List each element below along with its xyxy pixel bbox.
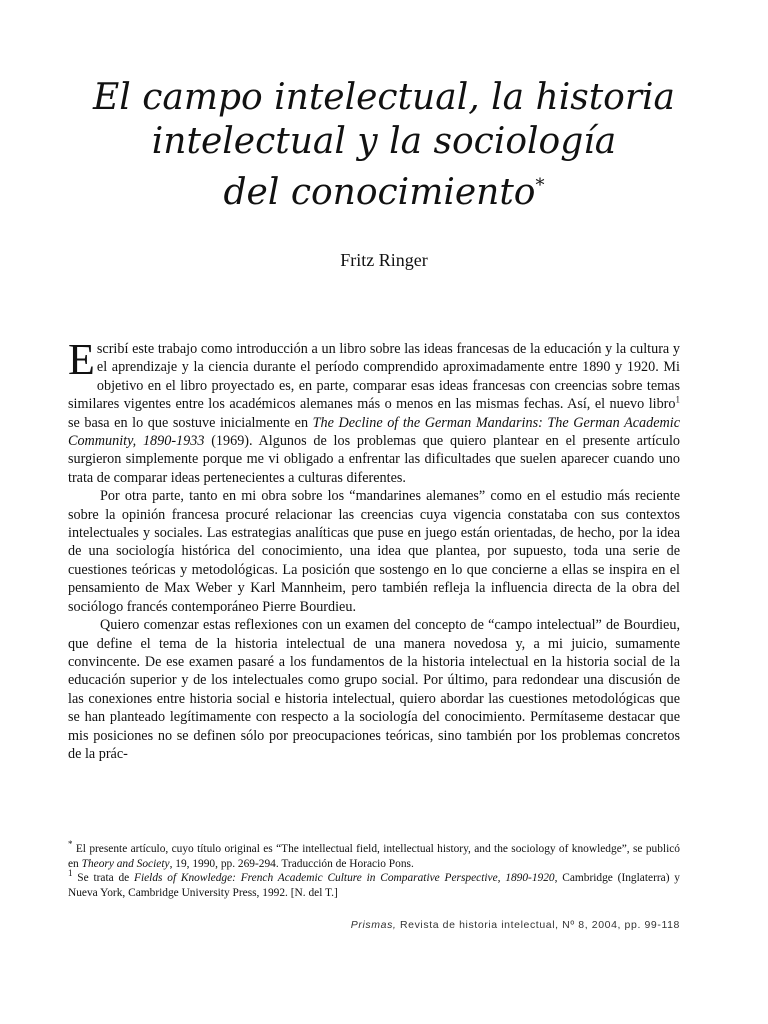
footnote-star-text-b: , 19, 1990, pp. 269-294. Traducción de Horacio Pons. <box>169 857 414 870</box>
paragraph-1 <box>68 335 681 487</box>
paragraph-3: Quiero comenzar estas reflexiones con un examen del concepto de “campo intelectual” de Bourdieu, que define el tema de la historia intelectual de una manera novedosa y, a mi juicio, sumamente convincente. De ese examen pasaré a los fundamentos de la historia intelectual en la historia social de la educación superior y de los intelectuales como grupo social. Por último, para redondear una discusión de las conexiones entre historia social e historia intelectual, quiero abordar las cuestiones metodológicas que se han planteado legítimamente con respecto a la sociología del conocimiento. Permítaseme destacar que mis posiciones no se definen sólo por preocupaciones teóricas, sino también por los problemas concretos de la prác- <box>68 617 680 762</box>
article-body <box>68 335 681 763</box>
footnote-1-text-b: , Cambridge (Inglaterra) y Nueva York, Cambridge University Press, 1992. [N. del T.] <box>68 872 680 899</box>
footnote-star-text-a: El presente artículo, cuyo título original es “The intellectual field, intellectual history, and the sociology of knowledge”, se publicó en <box>68 843 680 870</box>
title-footnote-marker: * <box>535 175 545 196</box>
footnote-star <box>68 839 680 871</box>
journal-name: Prismas, <box>350 919 397 931</box>
footnote-1-text-a: Se trata de <box>72 872 134 884</box>
paragraph-1-text-a: scribí este trabajo como introducción a un libro sobre las ideas francesas de la educación y la cultura y el aprendizaje y la ciencia durante el período comprendido aproximadamente entre 1890 y 1920. Mi objetivo en el libro proyectado es, en parte, comparar esas ideas francesas con creencias sobre temas similares vigentes entre los académicos alemanes más o menos en las mismas fechas. Así, el nuevo libro <box>68 341 680 413</box>
title-line-3: del conocimiento <box>223 172 536 213</box>
footnote-journal-title: Theory and Society <box>81 857 170 870</box>
footnotes <box>68 839 680 900</box>
title-line-1: El campo intelectual, la historia <box>92 77 676 118</box>
journal-citation <box>351 919 680 931</box>
paragraph-2: Por otra parte, tanto en mi obra sobre los “mandarines alemanes” como en el estudio más reciente sobre la opinión francesa procuré relacionar las creencias cuya vigencia constataba con sus contextos intelectuales y sociales. Las estrategias analíticas que puse en juego están orientadas, de hecho, por la idea de una sociología histórica del conocimiento, una idea que plantea, por supuesto, toda una serie de cuestiones teóricas y metodológicas. La posición que sostengo en lo que concierne a ellas se inspira en el pensamiento de Max Weber y Karl Mannheim, pero también refleja la influencia directa de la obra del sociólogo francés contemporáneo Pierre Bourdieu. <box>68 488 680 615</box>
article-title <box>40 76 728 215</box>
book-title-mandarins: The Decline of the German Mandarins: The German Academic Community, 1890-1933 <box>68 414 681 450</box>
footnote-1 <box>68 868 680 900</box>
paragraph-1-text-b: se basa en lo que sostuve inicialmente en <box>68 414 313 431</box>
footnote-book-title: Fields of Knowledge: French Academic Culture in Comparative Perspective, 1890-1920 <box>134 872 555 884</box>
paragraph-1-text-c: (1969). Algunos de los problemas que quiero plantear en el presente artículo surgieron simplemente porque me vi obligado a enfrentar las dificultades que suelen aparecer cuando uno trata de comparar ideas pertenecientes a culturas diferentes. <box>68 433 680 486</box>
title-line-2: intelectual y la sociología <box>151 121 617 162</box>
footnote-1-marker: 1 <box>68 868 73 879</box>
journal-details: Revista de historia intelectual, Nº 8, 2004, pp. 99-118 <box>396 919 680 931</box>
footnote-star-marker: * <box>68 839 73 850</box>
footnote-ref-1[interactable]: 1 <box>675 394 680 405</box>
author-name: Fritz Ringer <box>340 250 428 270</box>
drop-cap: E <box>68 335 95 384</box>
